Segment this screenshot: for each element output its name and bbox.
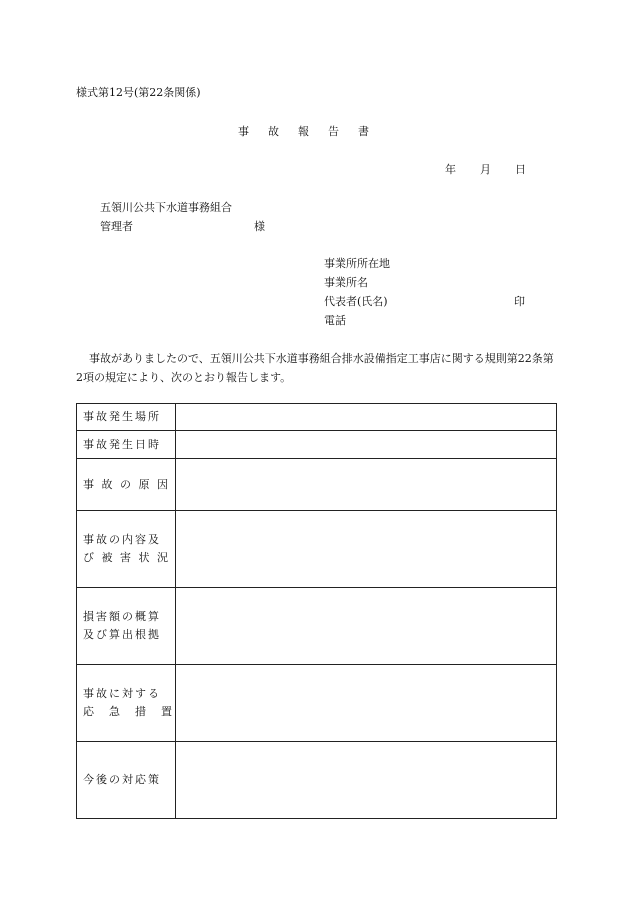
- title-char: 報: [298, 125, 309, 138]
- title-char: 告: [328, 125, 339, 138]
- row-label: [77, 742, 176, 819]
- table-row: [77, 431, 557, 459]
- day-label: 日: [515, 163, 526, 176]
- table-row: [77, 665, 557, 742]
- title-char: 書: [358, 125, 369, 138]
- title-char: 故: [268, 125, 279, 138]
- row-label-line: び 被 害 状 況: [83, 551, 170, 564]
- addressee-org: 五領川公共下水道事務組合: [100, 201, 232, 214]
- table-row: [77, 588, 557, 665]
- row-label-line: 応 急 措 置: [83, 705, 174, 718]
- row-value-field[interactable]: [176, 742, 557, 819]
- sender-phone-label: 電話: [324, 314, 346, 327]
- row-label-line: 損害額の概算: [83, 610, 161, 623]
- row-value-field[interactable]: [176, 459, 557, 511]
- sender-representative-label: 代表者(氏名): [324, 295, 388, 308]
- row-label-line: 事故発生場所: [83, 410, 161, 423]
- row-label-line: 今後の対応策: [83, 773, 161, 786]
- row-value-field[interactable]: [176, 511, 557, 588]
- row-label: [77, 665, 176, 742]
- date-line: [445, 161, 526, 177]
- row-value-field[interactable]: [176, 431, 557, 459]
- row-label: [77, 511, 176, 588]
- row-value-field[interactable]: [176, 588, 557, 665]
- table-row: [77, 511, 557, 588]
- row-label: [77, 431, 176, 459]
- row-label-line: 事 故 の 原 因: [83, 477, 170, 491]
- row-label-line: 事故発生日時: [83, 437, 161, 451]
- table-row: [77, 742, 557, 819]
- report-table: [76, 403, 557, 819]
- row-label-line: 及び算出根拠: [83, 628, 161, 641]
- row-value-field[interactable]: [176, 665, 557, 742]
- row-label-line: 事故に対する: [83, 687, 161, 700]
- table-row: [77, 459, 557, 511]
- body-text: 事故がありましたので、五領川公共下水道事務組合排水設備指定工事店に関する規則第22条第2項の規定により、次のとおり報告します。: [76, 352, 554, 384]
- sender-name-label: 事業所名: [324, 276, 368, 289]
- form-number: 様式第12号(第22条関係): [76, 86, 201, 99]
- row-label: [77, 459, 176, 511]
- row-label: [77, 588, 176, 665]
- row-label-line: 事故の内容及: [83, 533, 161, 546]
- row-label: [77, 404, 176, 431]
- year-label: 年: [445, 163, 456, 176]
- title-char: 事: [238, 125, 249, 138]
- month-label: 月: [480, 163, 491, 176]
- sender-address-label: 事業所所在地: [324, 257, 390, 270]
- document-title: [238, 123, 388, 139]
- addressee-honorific: 様: [254, 220, 265, 233]
- addressee-manager: 管理者: [100, 220, 133, 233]
- seal-mark: 印: [514, 295, 525, 308]
- row-value-field[interactable]: [176, 404, 557, 431]
- table-row: [77, 404, 557, 431]
